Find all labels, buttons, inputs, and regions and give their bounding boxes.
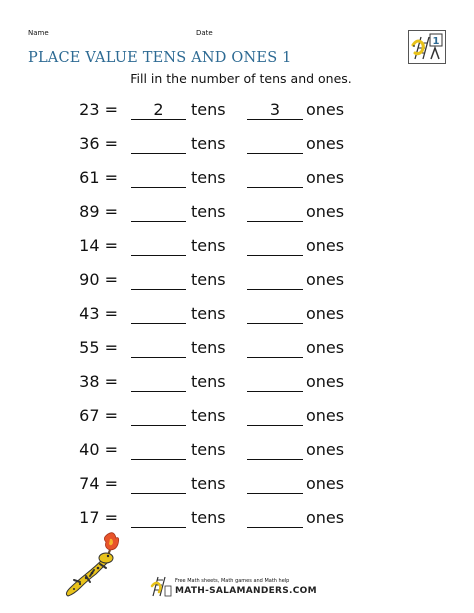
ones-label: ones [306,168,345,187]
tens-answer-field[interactable] [131,168,186,188]
ones-answer-field[interactable] [247,474,303,494]
problem-number: 36 = [79,134,118,153]
tens-answer-field[interactable] [131,440,186,460]
problem-row [0,300,474,334]
problem-list [0,96,474,538]
ones-answer-field[interactable] [247,168,303,188]
problem-number: 38 = [79,372,118,391]
ones-label: ones [306,440,345,459]
problem-number: 61 = [79,168,118,187]
ones-answer-field[interactable]: 3 [247,100,303,120]
tens-label: tens [191,202,226,221]
tens-label: tens [191,406,226,425]
ones-label: ones [306,406,345,425]
problem-number: 43 = [79,304,118,323]
tens-answer-field[interactable] [131,372,186,392]
problem-row [0,232,474,266]
ones-answer-field[interactable] [247,372,303,392]
level-badge-number: 1 [432,36,440,47]
problem-row [0,266,474,300]
salamander-logo-icon [409,31,444,62]
footer-tagline: Free Math sheets, Math games and Math help [175,578,290,584]
tens-label: tens [191,168,226,187]
problem-row [0,334,474,368]
problem-number: 74 = [79,474,118,493]
problem-row [0,130,474,164]
problem-row [0,368,474,402]
problem-row [0,96,474,130]
footer-site: MATH-SALAMANDERS.COM [175,586,317,596]
ones-label: ones [306,236,345,255]
ones-label: ones [306,508,345,527]
problem-row [0,402,474,436]
ones-label: ones [306,338,345,357]
tens-label: tens [191,304,226,323]
problem-number: 23 = [79,100,118,119]
ones-answer-field[interactable] [247,134,303,154]
problem-number: 67 = [79,406,118,425]
tens-answer-field[interactable] [131,270,186,290]
tens-answer-field[interactable] [131,406,186,426]
salamander-mascot-icon [56,530,136,600]
tens-answer-field[interactable] [131,474,186,494]
ones-label: ones [306,304,345,323]
problem-row [0,164,474,198]
problem-row [0,198,474,232]
tens-label: tens [191,134,226,153]
ones-answer-field[interactable] [247,202,303,222]
ones-label: ones [306,134,345,153]
page-title: PLACE VALUE TENS AND ONES 1 [28,50,292,66]
tens-answer-field[interactable] [131,202,186,222]
ones-answer-field[interactable] [247,508,303,528]
tens-label: tens [191,440,226,459]
tens-label: tens [191,100,226,119]
tens-label: tens [191,508,226,527]
problem-row [0,436,474,470]
ones-label: ones [306,202,345,221]
ones-answer-field[interactable] [247,304,303,324]
tens-answer-field[interactable]: 2 [131,100,186,120]
problem-number: 40 = [79,440,118,459]
footer-brand [150,574,320,600]
problem-number: 17 = [79,508,118,527]
ones-label: ones [306,372,345,391]
ones-answer-field[interactable] [247,236,303,256]
problem-row [0,470,474,504]
date-label: Date [196,29,213,37]
problem-number: 14 = [79,236,118,255]
ones-answer-field[interactable] [247,270,303,290]
salamander-ladder-icon [150,574,172,598]
instructions: Fill in the number of tens and ones. [130,71,352,86]
level-logo [408,30,446,64]
tens-label: tens [191,236,226,255]
tens-answer-field[interactable] [131,304,186,324]
ones-label: ones [306,474,345,493]
tens-label: tens [191,474,226,493]
ones-answer-field[interactable] [247,338,303,358]
tens-answer-field[interactable] [131,508,186,528]
problem-number: 55 = [79,338,118,357]
tens-answer-field[interactable] [131,134,186,154]
tens-answer-field[interactable] [131,236,186,256]
ones-answer-field[interactable] [247,406,303,426]
problem-number: 90 = [79,270,118,289]
ones-answer-field[interactable] [247,440,303,460]
tens-label: tens [191,338,226,357]
ones-label: ones [306,100,345,119]
tens-label: tens [191,270,226,289]
tens-answer-field[interactable] [131,338,186,358]
name-label: Name [28,29,49,37]
ones-label: ones [306,270,345,289]
problem-number: 89 = [79,202,118,221]
tens-label: tens [191,372,226,391]
